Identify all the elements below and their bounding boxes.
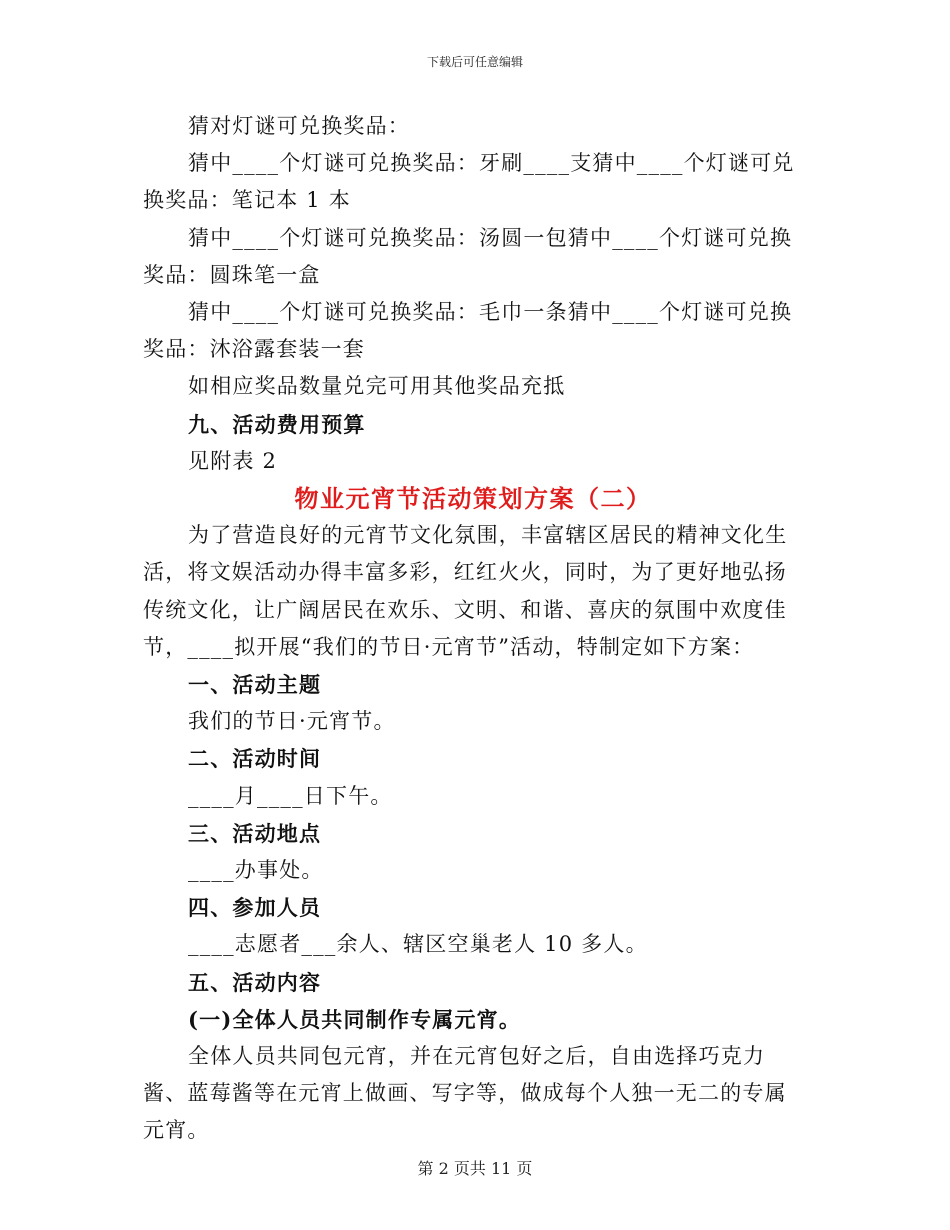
paragraph-intro: 为了营造良好的元宵节文化氛围，丰富辖区居民的精神文化生活，将文娱活动办得丰富多彩，红红火火，同时，为了更好地弘扬传统文化，让广阔居民在欢乐、文明、和谐、喜庆的氛围中欢度佳节，____拟开展“我们的节日·元宵节”活动，特制定如下方案： — [143, 523, 788, 659]
heading-participants: 四、参加人员 — [188, 895, 322, 921]
heading-place: 三、活动地点 — [188, 820, 322, 846]
page-footer: 第 2 页共 11 页 — [417, 1159, 533, 1178]
paragraph-place: ____办事处。 — [188, 858, 324, 883]
subheading-yuanxiao: (一)全体人员共同制作专属元宵。 — [188, 1006, 522, 1032]
page-header: 下载后可任意编辑 — [426, 55, 523, 69]
paragraph-participants: ____志愿者___余人、辖区空巢老人 10 多人。 — [188, 932, 648, 957]
document-body — [143, 108, 803, 1150]
heading-time: 二、活动时间 — [188, 746, 322, 772]
paragraph-prize-tier-3: 猜中____个灯谜可兑换奖品：毛巾一条猜中____个灯谜可兑换奖品：沐浴露套装一套 — [143, 300, 793, 362]
heading-content: 五、活动内容 — [188, 969, 322, 995]
paragraph-prize-substitute: 如相应奖品数量兑完可用其他奖品充抵 — [188, 374, 566, 399]
heading-theme: 一、活动主题 — [188, 672, 322, 698]
paragraph-prize-intro: 猜对灯谜可兑换奖品： — [188, 114, 410, 138]
paragraph-yuanxiao: 全体人员共同包元宵，并在元宵包好之后，自由选择巧克力酱、蓝莓酱等在元宵上做画、写字等，做成每个人独一无二的专属元宵。 — [143, 1044, 787, 1143]
heading-budget: 九、活动费用预算 — [188, 411, 366, 437]
paragraph-prize-tier-2: 猜中____个灯谜可兑换奖品：汤圆一包猜中____个灯谜可兑换奖品：圆珠笔一盒 — [143, 225, 793, 287]
paragraph-budget-ref: 见附表 2 — [188, 448, 278, 473]
paragraph-theme: 我们的节日·元宵节。 — [188, 709, 396, 734]
plan-title: 物业元宵节活动策划方案（二） — [294, 484, 652, 514]
paragraph-time: ____月____日下午。 — [188, 783, 393, 808]
paragraph-prize-tier-1: 猜中____个灯谜可兑换奖品：牙刷____支猜中____个灯谜可兑换奖品：笔记本 1 本 — [143, 151, 795, 213]
